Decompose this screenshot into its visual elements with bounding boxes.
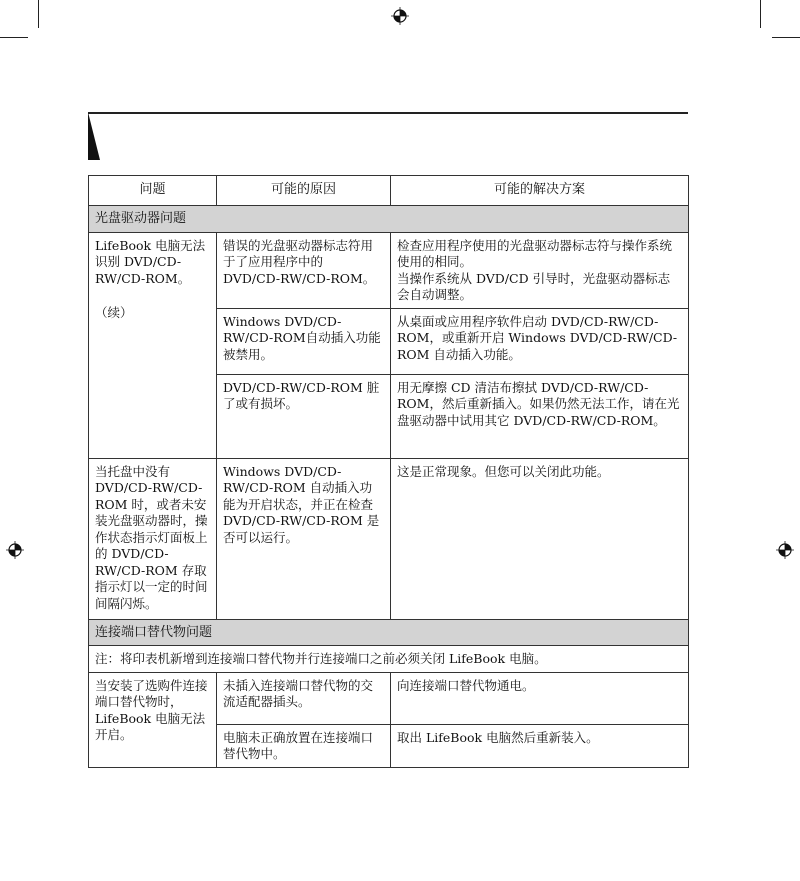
crop-mark xyxy=(760,0,761,28)
troubleshooting-table xyxy=(88,175,689,768)
cause-cell: 错误的光盘驱动器标志符用于了应用程序中的 DVD/CD-RW/CD-ROM。 xyxy=(217,232,391,308)
cause-cell: Windows DVD/CD-RW/CD-ROM自动插入功能被禁用。 xyxy=(217,308,391,374)
registration-mark-icon xyxy=(6,541,24,559)
cause-cell: 电脑未正确放置在连接端口替代物中。 xyxy=(217,724,391,767)
registration-mark-icon xyxy=(776,541,794,559)
note-text: 注：将印表机新增到连接端口替代物并行连接端口之前必须关闭 LifeBook 电脑。 xyxy=(89,646,689,673)
table-row xyxy=(89,458,689,619)
page-tab-marker xyxy=(88,112,100,160)
registration-mark-icon xyxy=(391,7,409,25)
header-problem: 问题 xyxy=(89,176,217,206)
section-header-row xyxy=(89,619,689,646)
solution-cell: 用无摩擦 CD 清洁布擦拭 DVD/CD-RW/CD-ROM，然后重新插入。如果仍然无法工作，请在光盘驱动器中试用其它 DVD/CD-RW/CD-ROM。 xyxy=(391,374,689,458)
crop-mark xyxy=(38,0,39,28)
solution-cell: 从桌面或应用程序软件启动 DVD/CD-RW/CD-ROM，或重新开启 Windows DVD/CD-RW/CD-ROM 自动插入功能。 xyxy=(391,308,689,374)
table-row xyxy=(89,232,689,308)
section-title: 连接端口替代物问题 xyxy=(89,619,689,646)
problem-text: LifeBook 电脑无法识别 DVD/CD-RW/CD-ROM。 xyxy=(95,237,206,286)
crop-mark xyxy=(772,37,800,38)
problem-cell: 当托盘中没有 DVD/CD-RW/CD-ROM 时，或者未安装光盘驱动器时，操作状态指示灯面板上的 DVD/CD-RW/CD-ROM 存取指示灯以一定的时间间隔闪烁。 xyxy=(89,458,217,619)
solution-cell xyxy=(391,232,689,308)
section-header-row xyxy=(89,206,689,233)
solution-text: 当操作系统从 DVD/CD 引导时，光盘驱动器标志会自动调整。 xyxy=(397,270,671,302)
header-cause: 可能的原因 xyxy=(217,176,391,206)
cause-cell: Windows DVD/CD-RW/CD-ROM 自动插入功能为开启状态，并正在检查 DVD/CD-RW/CD-ROM 是否可以运行。 xyxy=(217,458,391,619)
note-row xyxy=(89,646,689,673)
continued-label: （续） xyxy=(95,305,133,320)
table-row xyxy=(89,672,689,724)
problem-cell xyxy=(89,232,217,458)
cause-cell: DVD/CD-RW/CD-ROM 脏了或有损坏。 xyxy=(217,374,391,458)
table-header-row xyxy=(89,176,689,206)
header-rule xyxy=(88,112,688,114)
cause-cell: 未插入连接端口替代物的交流适配器插头。 xyxy=(217,672,391,724)
header-solution: 可能的解决方案 xyxy=(391,176,689,206)
solution-text: 检查应用程序使用的光盘驱动器标志符与操作系统使用的相同。 xyxy=(397,237,673,269)
crop-mark xyxy=(0,37,28,38)
solution-cell: 取出 LifeBook 电脑然后重新装入。 xyxy=(391,724,689,767)
solution-cell: 向连接端口替代物通电。 xyxy=(391,672,689,724)
section-title: 光盘驱动器问题 xyxy=(89,206,689,233)
solution-cell: 这是正常现象。但您可以关闭此功能。 xyxy=(391,458,689,619)
problem-cell: 当安装了选购件连接端口替代物时，LifeBook 电脑无法开启。 xyxy=(89,672,217,767)
